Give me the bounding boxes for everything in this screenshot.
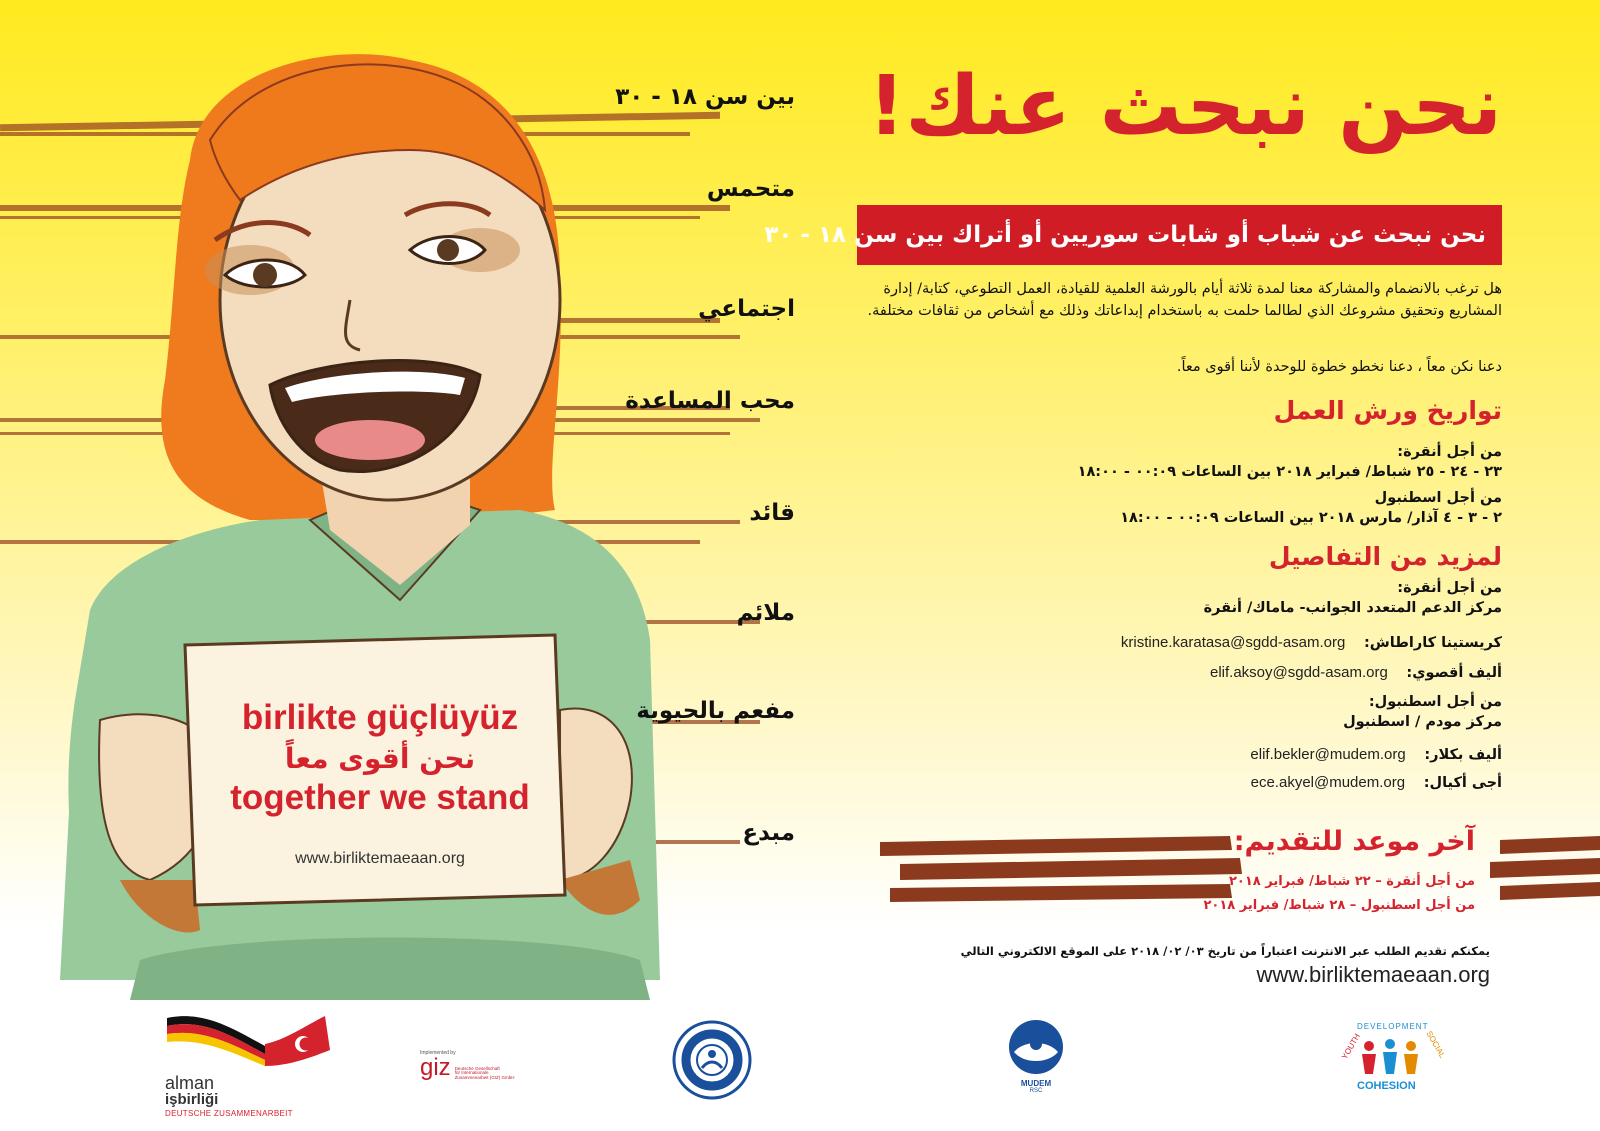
deadline-ankara: من أجل أنقرة – ٢٢ شباط/ فبراير ٢٠١٨ (1228, 874, 1475, 889)
giz-logo (420, 1050, 530, 1090)
website-link[interactable]: www.birliktemaeaan.org (1256, 962, 1490, 987)
development-word: DEVELOPMENT (1357, 1022, 1429, 1031)
trait-age: بين سن ١٨ - ٣٠ (615, 84, 795, 110)
contact-kristine (1121, 634, 1502, 651)
workshops-title: تواريخ ورش العمل (1273, 396, 1502, 425)
contact-elif-aksoy (1210, 664, 1502, 681)
people-figures-icon (1357, 1038, 1423, 1078)
mudem-globe-icon (1004, 1018, 1068, 1076)
sign-text-english: together we stand (230, 778, 530, 817)
alman-isbirligi-logo (165, 1010, 335, 1118)
workshops-istanbul-dates: ٢ - ٣ - ٤ آذار/ مارس ٢٠١٨ بين الساعات ٠٠:٠٩ - ١٨:٠٠ (1120, 510, 1502, 526)
contact-name: أليف أقصوي: (1406, 665, 1502, 681)
contact-email-link[interactable]: elif.bekler@mudem.org (1250, 746, 1406, 763)
giz-implemented-by: Implemented by (420, 1050, 456, 1056)
contact-email-link[interactable]: ece.akyel@mudem.org (1250, 774, 1406, 791)
trait-leader: قائد (749, 500, 795, 526)
alman-word: alman (165, 1073, 215, 1093)
intro-paragraph: هل ترغب بالانضمام والمشاركة معنا لمدة ثلاثة أيام بالورشة العلمية للقيادة، العمل التطوعي، كتابة/ إدارة المشاريع وتحقيق مشروعك الذي لطالما حلمت به باستخدام إبداعاتك وذلك مع أشخاص من ثقافات مختلفة. (867, 281, 1502, 320)
workshops-ankara-dates: ٢٣ - ٢٤ - ٢٥ شباط/ فبراير ٢٠١٨ بين الساعات ٠٠:٠٩ - ١٨:٠٠ (1077, 464, 1502, 480)
trait-energetic: مفعم بالحيوية (636, 698, 795, 724)
giz-desc-1: Deutsche Gesellschaft (454, 1065, 500, 1071)
youth-word: YOUTH (1340, 1032, 1362, 1061)
contact-name: كريستينا كاراطاش: (1363, 635, 1502, 651)
youth-development-logo (1335, 1020, 1445, 1100)
subheadline-bar: نحن نبحث عن شباب أو شابات سوريين أو أتراك بين سن ١٨ - ٣٠ (857, 205, 1502, 265)
trait-enthusiastic: متحمس (706, 176, 795, 202)
slogan-line: دعنا نكن معاً ، دعنا نخطو خطوة للوحدة لأننا أقوى معاً. (1176, 359, 1502, 375)
sign-website: www.birliktemaeaan.org (295, 850, 465, 867)
social-word: SOCIAL (1424, 1029, 1447, 1060)
contact-elif-bekler (1250, 746, 1502, 763)
details-istanbul-label: من أجل اسطنبول: (1368, 694, 1502, 710)
contact-name: أجى أكيال: (1423, 775, 1502, 791)
mudem-word: MUDEM (1020, 1079, 1052, 1088)
mudem-logo (1004, 1018, 1068, 1098)
mudem-subtitle: RSC (1029, 1088, 1043, 1094)
contact-name: أليف بكلار: (1424, 747, 1502, 763)
sign-text-turkish: birlikte güçlüyüz (241, 698, 519, 737)
details-ankara-center: مركز الدعم المتعدد الجوانب- ماماك/ أنقرة (1203, 600, 1502, 616)
trait-suitable: ملائم (736, 600, 795, 626)
sgdd-asam-seal-icon (672, 1020, 752, 1100)
contact-ece-akyel (1251, 774, 1502, 791)
trait-social: اجتماعي (698, 296, 795, 322)
giz-desc-2: für Internationale (454, 1070, 489, 1075)
details-istanbul-center: مركز مودم / اسطنبول (1343, 714, 1502, 730)
headline: نحن نبحث عنك! (867, 59, 1502, 154)
isbirligi-word: işbirliği (165, 1091, 219, 1108)
workshops-istanbul-label: من أجل اسطنبول (1374, 490, 1502, 506)
giz-word: giz (420, 1054, 451, 1081)
contact-email-link[interactable]: kristine.karatasa@sgdd-asam.org (1120, 634, 1346, 651)
trait-creative: مبدع (742, 820, 795, 846)
flags-ribbon-icon (165, 1010, 335, 1070)
giz-desc-3: Zusammenarbeit (GIZ) GmbH (454, 1074, 515, 1080)
contact-email-link[interactable]: elif.aksoy@sgdd-asam.org (1209, 664, 1388, 681)
trait-helpful: محب المساعدة (625, 388, 795, 414)
details-ankara-label: من أجل أنقرة: (1397, 580, 1502, 596)
alman-subtitle: DEUTSCHE ZUSAMMENARBEIT (165, 1108, 293, 1118)
apply-note: يمكنكم تقديم الطلب عبر الانترنت اعتباراً من تاريخ ٠٣/ ٠٢/ ٢٠١٨ على الموقع الالكتروني التالي (960, 944, 1490, 958)
sign-text-arabic: نحن أقوى معاً (284, 742, 476, 775)
deadline-title: آخر موعد للتقديم: (1233, 826, 1475, 857)
workshops-ankara-label: من أجل أنقرة: (1397, 444, 1502, 460)
cohesion-word: COHESION (1357, 1080, 1416, 1092)
details-title: لمزيد من التفاصيل (1268, 542, 1502, 571)
deadline-istanbul: من أجل اسطنبول – ٢٨ شباط/ فبراير ٢٠١٨ (1203, 898, 1475, 913)
